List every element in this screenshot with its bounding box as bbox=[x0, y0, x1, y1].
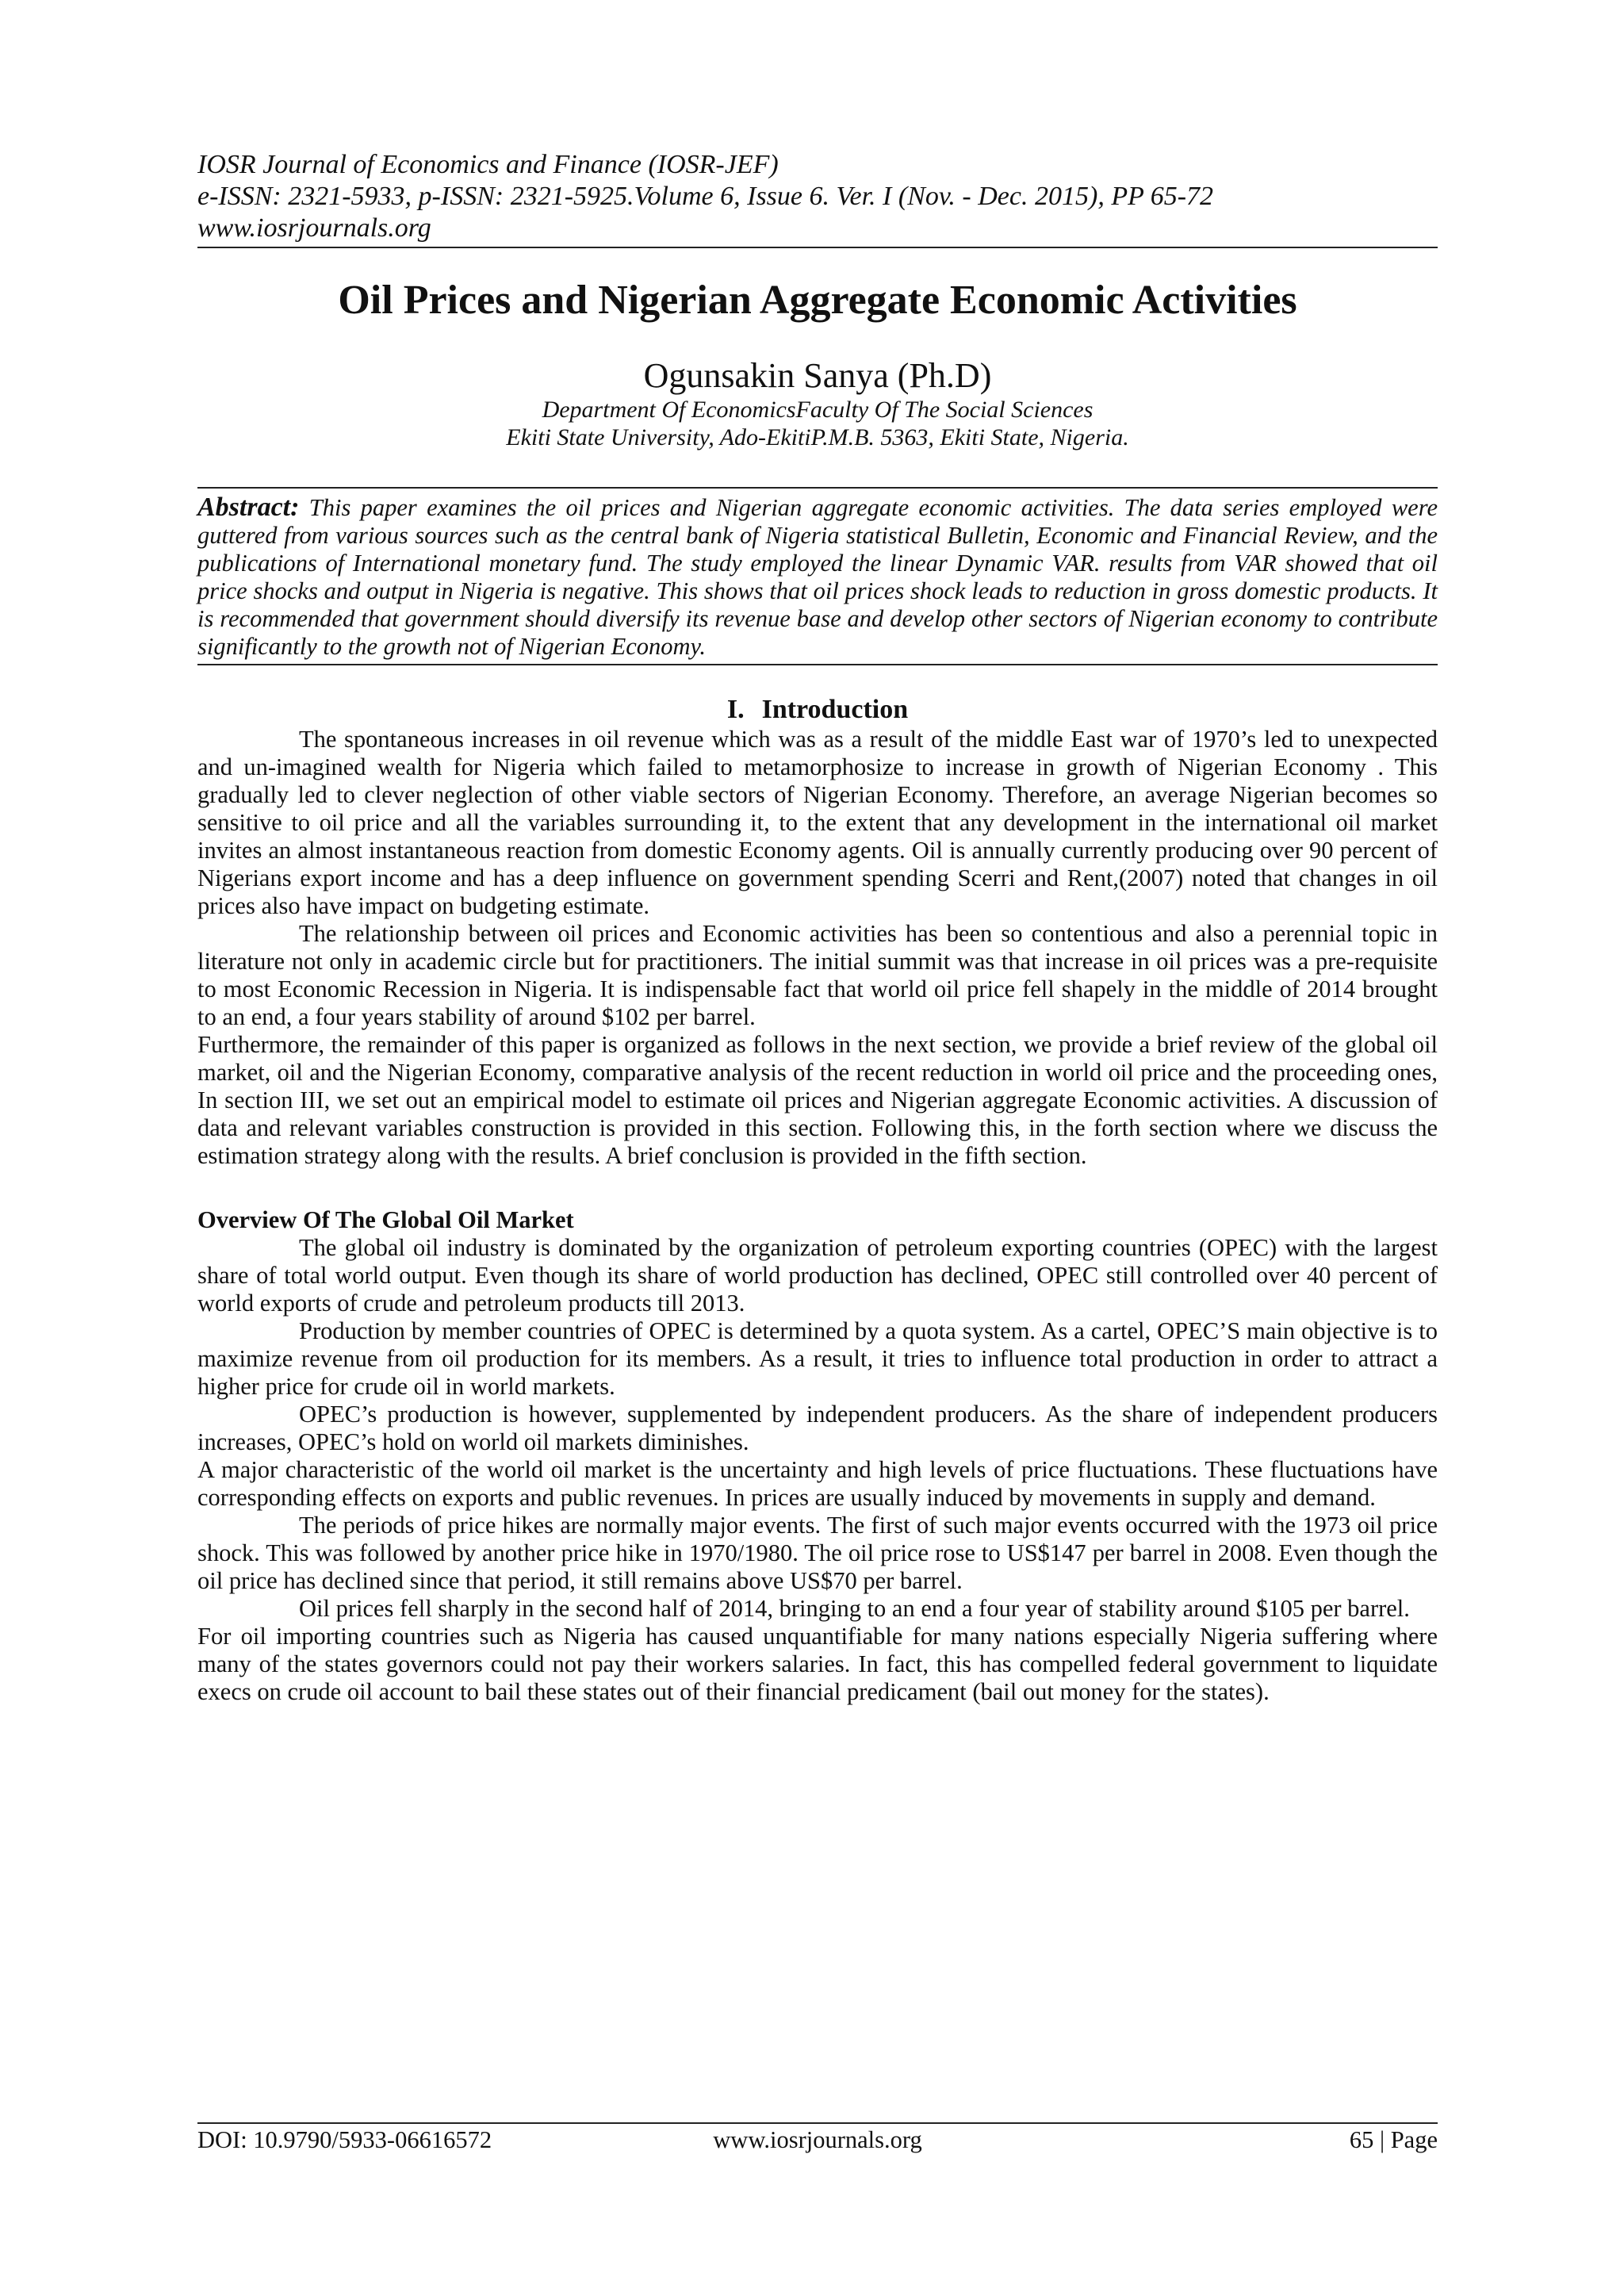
section-heading-introduction bbox=[197, 694, 1438, 726]
header-divider bbox=[197, 247, 1438, 248]
journal-header bbox=[197, 149, 1438, 244]
paper-page bbox=[197, 149, 1438, 2227]
author-name: Ogunsakin Sanya (Ph.D) bbox=[643, 356, 992, 395]
abstract-label: Abstract: bbox=[197, 493, 300, 522]
issn-line: e-ISSN: 2321-5933, p-ISSN: 2321-5925.Volume 6, Issue 6. Ver. I (Nov. - Dec. 2015), PP 65-72 bbox=[197, 182, 1214, 211]
footer-doi: DOI: 10.9790/5933-06616572 bbox=[197, 2126, 492, 2153]
abstract bbox=[197, 493, 1438, 661]
abstract-text: This paper examines the oil prices and Nigerian aggregate economic activities. The data series employed were guttered from various sources such as the central bank of Nigeria statistical Bulletin, Economic and Financial Review, and the publications of International monetary fund. The study employed the linear Dynamic VAR. results from VAR showed that oil price shocks and output in Nigeria is negative. This shows that oil prices shock leads to reduction in gross domestic products. It is recommended that government should diversify its revenue base and develop other sectors of Nigerian economy to contribute significantly to the growth not of Nigerian Economy. bbox=[197, 494, 1438, 660]
overview-paragraph: The periods of price hikes are normally major events. The first of such major events occurred with the 1973 oil price shock. This was followed by another price hike in 1970/1980. The oil price rose to US$147 per barrel in 2008. Even though the oil price has declined since that period, it still remains above US$70 per barrel. bbox=[197, 1512, 1438, 1594]
intro-paragraph: Furthermore, the remainder of this paper is organized as follows in the next section, we provide a brief review of the global oil market, oil and the Nigerian Economy, comparative analysis of the recent reduction in world oil price and the proceeding ones, In section III, we set out an empirical model to estimate oil prices and Nigerian aggregate Economic activities. A discussion of data and relevant variables construction is provided in this section. Following this, in the forth section where we discuss the estimation strategy along with the results. A brief conclusion is provided in the fifth section. bbox=[197, 1031, 1438, 1169]
intro-paragraph: The spontaneous increases in oil revenue which was as a result of the middle East war of 1970’s led to unexpected and un-imagined wealth for Nigeria which failed to metamorphosize to increase in growth of Nigerian Economy . This gradually led to clever neglection of other viable sectors of Nigerian Economy. Therefore, an average Nigerian becomes so sensitive to oil price and all the variables surrounding it, to the extent that any development in the international oil market invites an almost instantaneous reaction from domestic Economy agents. Oil is annually currently producing over 90 percent of Nigerians export income and has a deep influence on government spending Scerri and Rent,(2007) noted that changes in oil prices also have impact on budgeting estimate. bbox=[197, 726, 1438, 919]
overview-paragraph: Oil prices fell sharply in the second half of 2014, bringing to an end a four year of stability around $105 per barrel. bbox=[299, 1595, 1410, 1622]
journal-name: IOSR Journal of Economics and Finance (IOSR-JEF) bbox=[197, 150, 779, 179]
affiliation-address: Ekiti State University, Ado-EkitiP.M.B. 5363, Ekiti State, Nigeria. bbox=[506, 424, 1129, 450]
abstract-top-divider bbox=[197, 487, 1438, 489]
abstract-bottom-divider bbox=[197, 664, 1438, 665]
overview-paragraph: The global oil industry is dominated by the organization of petroleum exporting countries (OPEC) with the largest share of total world output. Even though its share of world production has declined, OPEC still controlled over 40 percent of world exports of crude and petroleum products till 2013. bbox=[197, 1234, 1438, 1317]
section-title: Introduction bbox=[761, 695, 909, 724]
intro-paragraph: The relationship between oil prices and Economic activities has been so contentious and also a perennial topic in literature not only in academic circle but for practitioners. The initial summit was that increase in oil prices was a pre-requisite to most Economic Recession in Nigeria. It is indispensable fact that world oil price fell shapely in the middle of 2014 brought to an end, a four years stability of around $102 per barrel. bbox=[197, 920, 1438, 1030]
subheading-global-oil-market: Overview Of The Global Oil Market bbox=[197, 1206, 574, 1233]
affiliation-department: Department Of EconomicsFaculty Of The Social Sciences bbox=[542, 397, 1094, 423]
overview-paragraph: For oil importing countries such as Nigeria has caused unquantifiable for many nations especially Nigeria suffering where many of the states governors could not pay their workers salaries. In fact, this has compelled federal government to liquidate execs on crude oil account to bail these states out of their financial predicament (bail out money for the states). bbox=[197, 1623, 1438, 1705]
journal-website: www.iosrjournals.org bbox=[197, 213, 431, 243]
overview-paragraph: A major characteristic of the world oil market is the uncertainty and high levels of price fluctuations. These fluctuations have corresponding effects on exports and public revenues. In prices are usually induced by movements in supply and demand. bbox=[197, 1456, 1438, 1511]
section-number: I. bbox=[726, 695, 745, 724]
overview-paragraph: OPEC’s production is however, supplemented by independent producers. As the share of independent producers increases, OPEC’s hold on world oil markets diminishes. bbox=[197, 1401, 1438, 1455]
page-footer bbox=[197, 2122, 1438, 2153]
page-number: 65 | Page bbox=[1349, 2126, 1438, 2153]
paper-title: Oil Prices and Nigerian Aggregate Economic Activities bbox=[338, 278, 1297, 323]
overview-paragraph: Production by member countries of OPEC is determined by a quota system. As a cartel, OPEC’S main objective is to maximize revenue from oil production for its members. As a result, it tries to influence total production in order to attract a higher price for crude oil in world markets. bbox=[197, 1317, 1438, 1400]
footer-website: www.iosrjournals.org bbox=[713, 2126, 922, 2153]
